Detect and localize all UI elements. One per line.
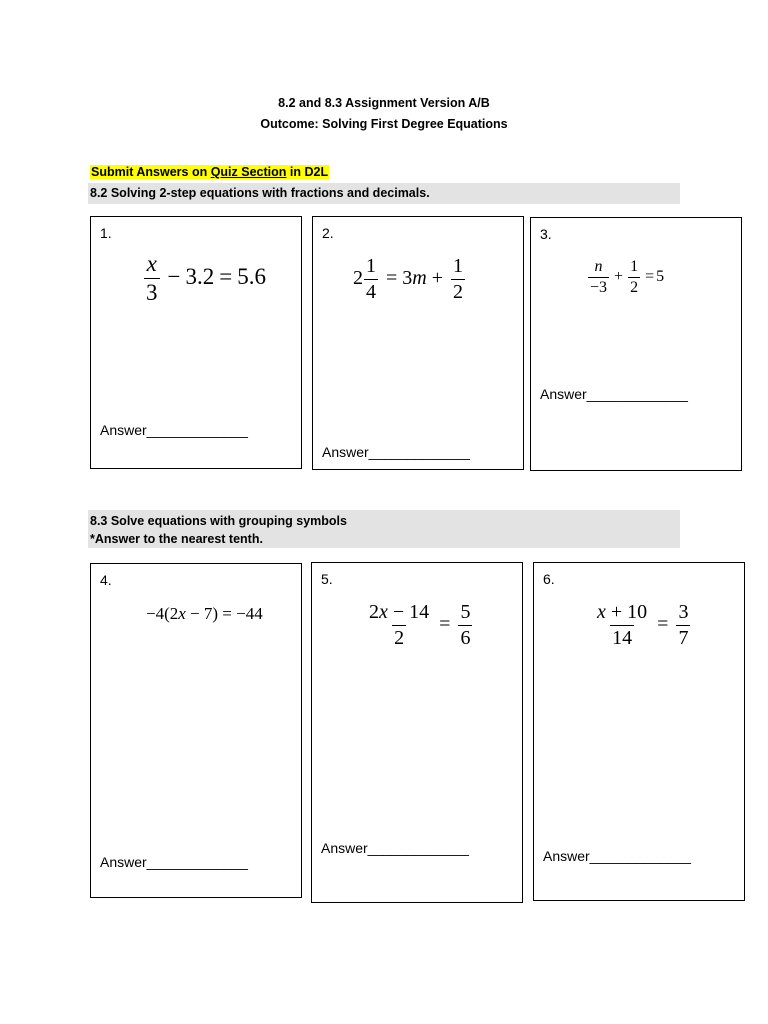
problem-number: 3. bbox=[540, 226, 552, 242]
section-8-2-title: 8.2 Solving 2-step equations with fractions and decimals. bbox=[90, 186, 430, 200]
problem-1-equation: $\frac{x}{3}$ − 3.2 = 5.6 bbox=[146, 251, 266, 305]
problem-number: 6. bbox=[543, 571, 555, 587]
problem-2-box bbox=[312, 216, 524, 470]
problem-5-equation: $\frac{2x - 14}{2}$ = $\frac{5}{6}$ bbox=[369, 601, 471, 649]
submit-note bbox=[90, 165, 329, 179]
section-8-2-header bbox=[88, 183, 680, 204]
problem-number: 5. bbox=[321, 571, 333, 587]
answer-line[interactable]: Answer_____________ bbox=[543, 848, 691, 864]
problem-2-equation: 2 $\frac{1}{4}$ = 3m + $\frac{1}{2}$ bbox=[353, 255, 464, 303]
answer-line[interactable]: Answer_____________ bbox=[540, 386, 688, 402]
assignment-title: 8.2 and 8.3 Assignment Version A/B bbox=[278, 96, 490, 110]
answer-line[interactable]: Answer_____________ bbox=[321, 840, 469, 856]
submit-prefix: Submit Answers on bbox=[91, 165, 211, 179]
outcome-title: Outcome: Solving First Degree Equations bbox=[260, 117, 508, 131]
problem-3-equation: $\frac{n}{-3}$ + $\frac{1}{2}$ = 5 bbox=[590, 258, 665, 296]
answer-line[interactable]: Answer_____________ bbox=[322, 444, 470, 460]
problem-number: 4. bbox=[100, 572, 112, 588]
problem-6-box bbox=[533, 562, 745, 901]
problem-4-box bbox=[90, 563, 302, 898]
problem-6-equation: $\frac{x + 10}{14}$ = $\frac{3}{7}$ bbox=[597, 601, 689, 649]
submit-suffix: in D2L bbox=[286, 165, 329, 179]
problem-number: 2. bbox=[322, 225, 334, 241]
problem-number: 1. bbox=[100, 225, 112, 241]
answer-line[interactable]: Answer_____________ bbox=[100, 854, 248, 870]
quiz-section-link[interactable]: Quiz Section bbox=[210, 165, 287, 179]
problem-1-box bbox=[90, 216, 302, 469]
problem-5-box bbox=[311, 562, 523, 903]
answer-line[interactable]: Answer_____________ bbox=[100, 422, 248, 438]
problem-4-equation: −4(2x − 7) = −44 bbox=[146, 604, 263, 623]
section-8-3-header bbox=[88, 510, 680, 548]
problem-3-box bbox=[530, 217, 742, 471]
section-8-3-note: *Answer to the nearest tenth. bbox=[90, 532, 263, 546]
section-8-3-title: 8.3 Solve equations with grouping symbols bbox=[90, 514, 347, 528]
